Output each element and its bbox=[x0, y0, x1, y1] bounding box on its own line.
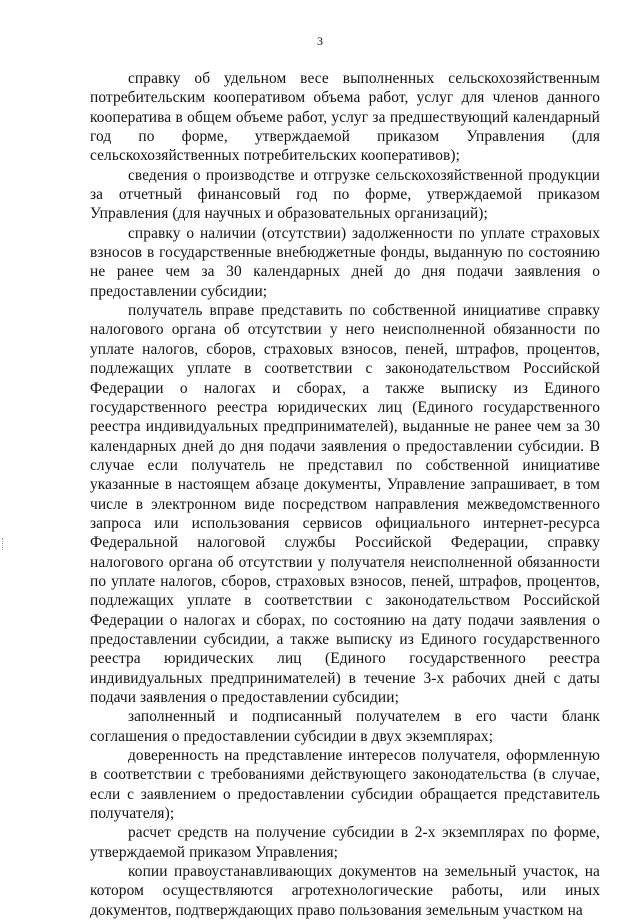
margin-scan-mark bbox=[2, 538, 4, 550]
paragraph-production-shipment-info: сведения о производстве и отгрузке сельскохозяйственной продукции за отчетный финансовый год по форме, утверждаемой приказом Управления (для научных и образовательных организаций); bbox=[90, 166, 600, 223]
document-body bbox=[90, 69, 600, 920]
paragraph-subsidy-calculation: расчет средств на получение субсидии в 2-х экземплярах по форме, утверждаемой приказом Управления; bbox=[90, 824, 600, 861]
paragraph-tax-certificate-and-registry-extract: получатель вправе представить по собственной инициативе справку налогового органа об отсутствии у него неисполненной обязанности по уплате налогов, сборов, страховых взносов, пеней, штрафов, процентов, подлежащих уплате в соответствии с законодательством Российской Федерации о налогах и сборах, а также выписку из Единого государственного реестра юридических лиц (Единого государственного реестра индивидуальных предпринимателей), выданные не ранее чем за 30 календарных дней до дня подачи заявления о предоставлении субсидии. В случае если получатель не представил по собственной инициативе указанные в настоящем абзаце документы, Управление запрашивает, в том числе в электронном виде посредством направления межведомственного запроса или использования сервисов официального интернет-ресурса Федеральной налоговой службы Российской Федерации, справку налогового органа об отсутствии у получателя неисполненной обязанности по уплате налогов, сборов, страховых взносов, пеней, штрафов, процентов, подлежащих уплате в соответствии с законодательством Российской Федерации о налогах и сборах, по состоянию на дату подачи заявления о предоставлении субсидии, а также выписку из Единого государственного реестра юридических лиц (Единого государственного реестра индивидуальных предпринимателей) в течение 3-х рабочих дней с даты подачи заявления о предоставлении субсидии; bbox=[90, 302, 600, 706]
paragraph-land-title-documents: копии правоустанавливающих документов на земельный участок, на котором осуществляются агротехнологические работы, или иных документов, подтверждающих право пользования земельным участком на bbox=[90, 863, 600, 919]
paragraph-insurance-debt-certificate: справку о наличии (отсутствии) задолженности по уплате страховых взносов в государственные внебюджетные фонды, выданную по состоянию не ранее чем за 30 календарных дней до дня подачи заявления о предоставлении субсидии; bbox=[90, 224, 600, 300]
paragraph-cooperative-share-certificate: справку об удельном весе выполненных сельскохозяйственным потребительским кооперативом объема работ, услуг для членов данного кооператива в общем объеме работ, услуг за предшествующий календарный год по форме, утверждаемой приказом Управления (для сельскохозяйственных потребительских кооперативов); bbox=[90, 70, 600, 165]
paragraph-power-of-attorney: доверенность на представление интересов получателя, оформленную в соответствии с требованиями действующего законодательства (в случае, если с заявлением о предоставлении субсидии обращается представитель получателя); bbox=[90, 747, 600, 823]
paragraph-subsidy-agreement-form: заполненный и подписанный получателем в его части бланк соглашения о предоставлении субсидии в двух экземплярах; bbox=[90, 708, 600, 745]
page-number: 3 bbox=[317, 34, 323, 48]
